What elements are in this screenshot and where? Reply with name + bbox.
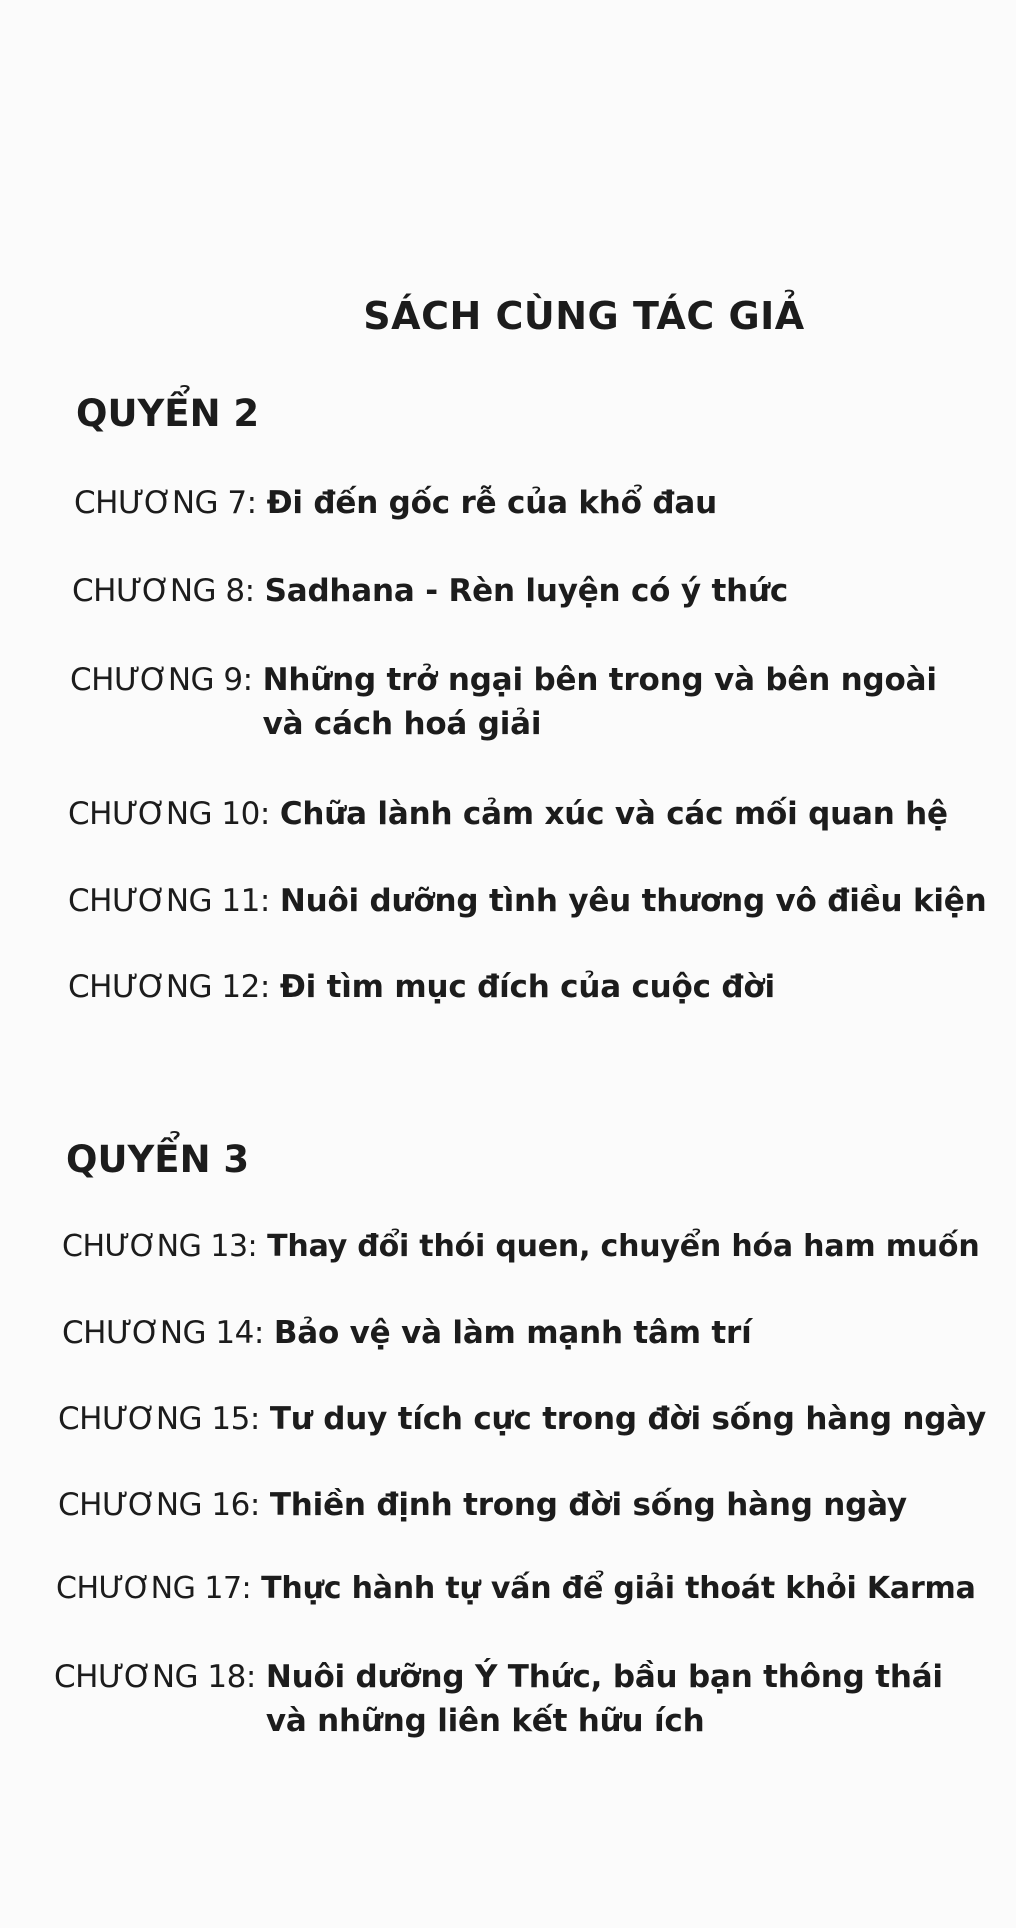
chapter-label: CHƯƠNG 18: [54, 1659, 256, 1695]
chapter-entry [68, 965, 775, 1009]
chapter-title-line: Thay đổi thói quen, chuyển hóa ham muốn [267, 1229, 980, 1264]
chapter-title-line: Những trở ngại bên trong và bên ngoài [262, 662, 937, 698]
chapter-title [274, 1311, 752, 1355]
chapter-title-line: Đi tìm mục đích của cuộc đời [279, 969, 775, 1005]
chapter-title [280, 965, 775, 1009]
chapter-entry [68, 792, 948, 836]
chapter-entry [62, 1311, 752, 1355]
chapter-title-line: và cách hoá giải [262, 706, 542, 742]
chapter-label: CHƯƠNG 11: [68, 883, 270, 919]
chapter-title-line: Thiền định trong đời sống hàng ngày [269, 1487, 907, 1523]
chapter-title [270, 1483, 907, 1527]
chapter-title-line: Bảo vệ và làm mạnh tâm trí [273, 1315, 752, 1351]
chapter-entry [70, 658, 937, 746]
chapter-label: CHƯƠNG 15: [58, 1401, 260, 1437]
chapter-label: CHƯƠNG 9: [70, 662, 253, 698]
volume-title-3: QUYỂN 3 [66, 1138, 250, 1181]
chapter-title [270, 1397, 986, 1441]
chapter-entry [62, 1225, 979, 1269]
chapter-label: CHƯƠNG 17: [56, 1571, 252, 1606]
chapter-title-line: và những liên kết hữu ích [265, 1703, 705, 1739]
chapter-entry [58, 1397, 986, 1441]
chapter-entry [72, 569, 788, 613]
chapter-label: CHƯƠNG 13: [62, 1229, 258, 1264]
chapter-title [263, 658, 937, 746]
chapter-label: CHƯƠNG 16: [58, 1487, 260, 1523]
volume-title-2: QUYỂN 2 [76, 392, 260, 435]
chapter-title [266, 1655, 943, 1743]
chapter-label: CHƯƠNG 8: [72, 573, 255, 609]
chapter-title [267, 1225, 979, 1269]
chapter-title [280, 879, 987, 923]
chapter-label: CHƯƠNG 10: [68, 796, 270, 832]
chapter-title-line: Sadhana - Rèn luyện có ý thức [264, 573, 789, 609]
chapter-label: CHƯƠNG 14: [62, 1315, 264, 1351]
chapter-entry [68, 879, 986, 923]
chapter-title-line: Nuôi dưỡng Ý Thức, bầu bạn thông thái [265, 1659, 943, 1695]
chapter-entry [54, 1655, 943, 1743]
chapter-label: CHƯƠNG 12: [68, 969, 270, 1005]
chapter-entry [58, 1483, 907, 1527]
chapter-title-line: Đi đến gốc rễ của khổ đau [266, 485, 717, 521]
chapter-title [280, 792, 948, 836]
chapter-title [261, 1567, 975, 1611]
chapter-entry [56, 1567, 976, 1611]
chapter-title [267, 481, 717, 525]
chapter-title [265, 569, 788, 613]
chapter-title-line: Thực hành tự vấn để giải thoát khỏi Karma [261, 1571, 976, 1606]
chapter-title-line: Tư duy tích cực trong đời sống hàng ngày [269, 1401, 987, 1437]
chapter-entry [74, 481, 717, 525]
chapter-title-line: Chữa lành cảm xúc và các mối quan hệ [279, 796, 948, 832]
page-heading: SÁCH CÙNG TÁC GIẢ [363, 294, 805, 338]
chapter-title-line: Nuôi dưỡng tình yêu thương vô điều kiện [279, 883, 987, 919]
chapter-label: CHƯƠNG 7: [74, 485, 257, 521]
